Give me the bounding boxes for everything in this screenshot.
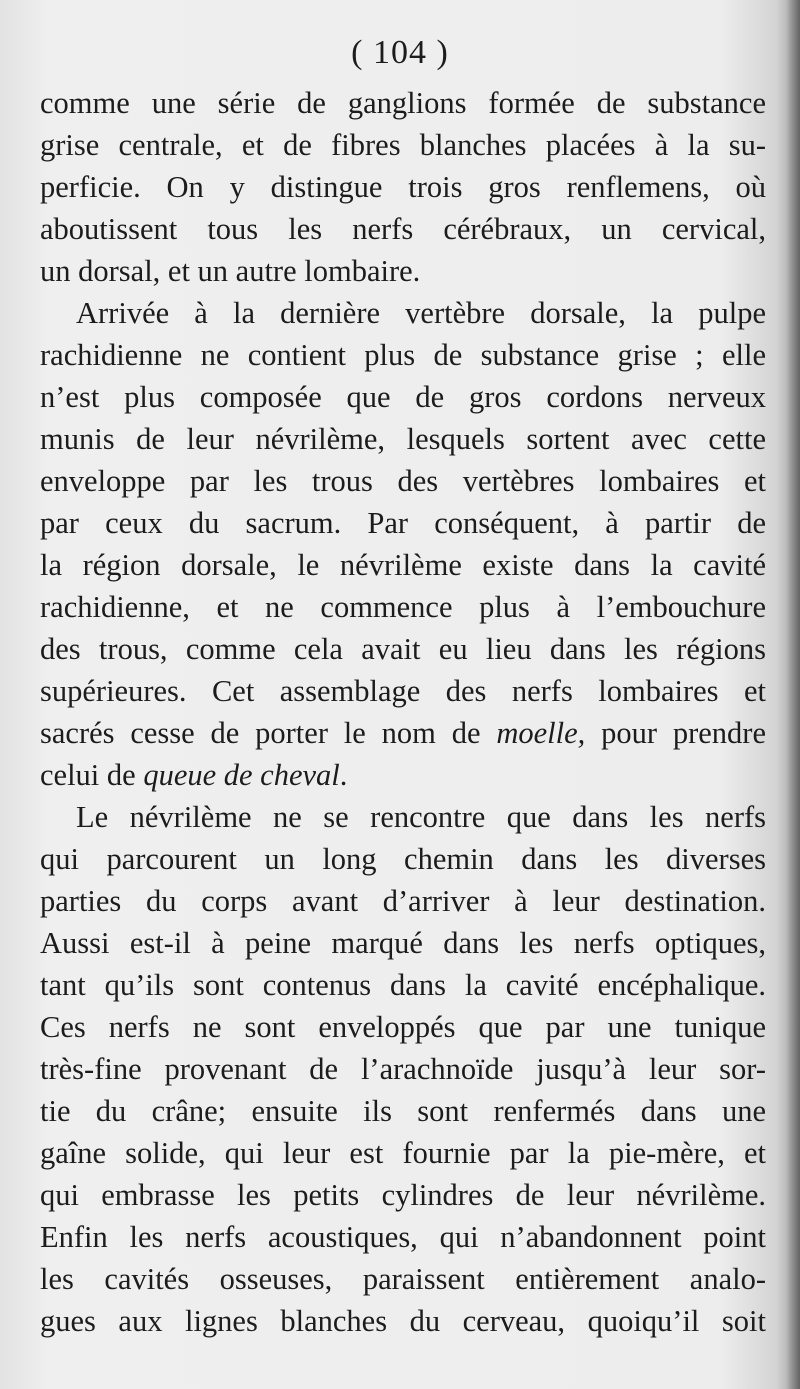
italic-term: moelle, <box>496 716 586 750</box>
text-line: la région dorsale, le névrilème existe dans la cavité <box>40 548 766 582</box>
text-line: Arrivée à la dernière vertèbre dorsale, la pulpe <box>76 296 766 330</box>
text-line: enveloppe par les trous des vertèbres lombaires et <box>40 464 766 498</box>
text-line: gaîne solide, qui leur est fournie par la pie-mère, et <box>40 1136 766 1170</box>
text-line-with-italic <box>40 712 766 754</box>
text-line: Enfin les nerfs acoustiques, qui n’abandonnent point <box>40 1220 766 1254</box>
text-line: Le névrilème ne se rencontre que dans les nerfs <box>76 800 766 834</box>
spine-shadow <box>786 0 800 1389</box>
text-line: des trous, comme cela avait eu lieu dans les régions <box>40 632 766 666</box>
text-segment: celui de <box>40 758 144 792</box>
text-line: qui parcourent un long chemin dans les diverses <box>40 842 766 876</box>
text-line: rachidienne, et ne commence plus à l’embouchure <box>40 590 766 624</box>
text-line: perficie. On y distingue trois gros renflemens, où <box>40 170 766 204</box>
text-line: munis de leur névrilème, lesquels sortent avec cette <box>40 422 766 456</box>
page-number: ( 104 ) <box>351 34 449 71</box>
text-line: tie du crâne; ensuite ils sont renfermés dans une <box>40 1094 766 1128</box>
text-line: comme une série de ganglions formée de substance <box>40 86 766 120</box>
text-line: les cavités osseuses, paraissent entièrement analo- <box>40 1262 766 1296</box>
text-line: qui embrasse les petits cylindres de leur névrilème. <box>40 1178 766 1212</box>
text-line: parties du corps avant d’arriver à leur destination. <box>40 884 766 918</box>
text-line: un dorsal, et un autre lombaire. <box>40 254 421 288</box>
body-text <box>40 82 766 1342</box>
text-line: supérieures. Cet assemblage des nerfs lombaires et <box>40 674 766 708</box>
text-segment: . <box>339 758 348 792</box>
italic-term: queue de cheval <box>143 758 340 792</box>
text-segment: pour prendre <box>585 716 766 750</box>
text-line: aboutissent tous les nerfs cérébraux, un cervical, <box>40 212 766 246</box>
text-line: tant qu’ils sont contenus dans la cavité encéphalique. <box>40 968 766 1002</box>
text-line: gues aux lignes blanches du cerveau, quoiqu’il soit <box>40 1304 766 1338</box>
text-line: par ceux du sacrum. Par conséquent, à partir de <box>40 506 766 540</box>
text-line: n’est plus composée que de gros cordons nerveux <box>40 380 766 414</box>
text-line: très-fine provenant de l’arachnoïde jusqu’à leur sor- <box>40 1052 766 1086</box>
text-line: Ces nerfs ne sont enveloppés que par une tunique <box>40 1010 766 1044</box>
text-line: Aussi est-il à peine marqué dans les nerfs optiques, <box>40 926 766 960</box>
text-line: grise centrale, et de fibres blanches placées à la su- <box>40 128 766 162</box>
text-segment: sacrés cesse de porter le nom de <box>40 716 497 750</box>
text-line-with-italic <box>40 754 766 796</box>
text-line: rachidienne ne contient plus de substance grise ; elle <box>40 338 766 372</box>
